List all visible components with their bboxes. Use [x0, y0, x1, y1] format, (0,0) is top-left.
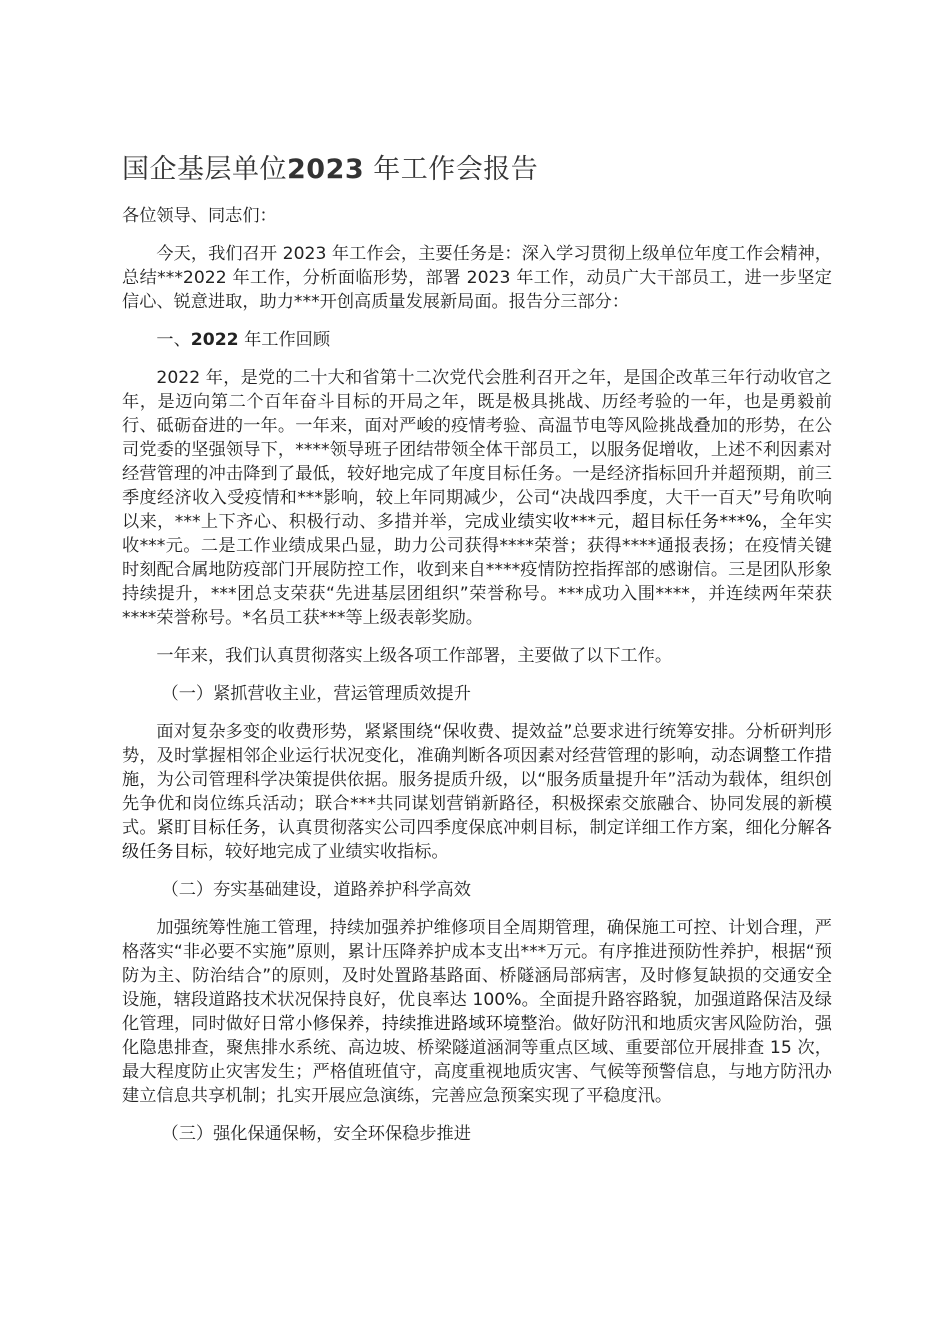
- maintenance-text-a: 加强统筹性施工管理，持续加强养护维修项目全周期管理，确保施工可控、计划合理，严格落实“非必要不实施”原则，累计压降养护成本支出***万元。有序推进预防性养护，根据“预防为主、防治结合”的原则，及时处置路基路面、桥隧涵局部病害，及时修复缺损的交通安全设施，辖段道路技术状况保持良好，优良率达 100%。全面提升路容路貌，加强道路保洁及绿化管理，同时做好: [122, 918, 832, 1034]
- maintenance-highlight: 日常小修保养，持续推进路域环境整治: [260, 1014, 555, 1034]
- title-year: 2023: [287, 154, 365, 185]
- maintenance-paragraph: [122, 916, 832, 1108]
- section-title: 年工作回顾: [244, 330, 331, 350]
- review-paragraph: [122, 366, 832, 630]
- revenue-highlight-b: 紧盯目标任务: [156, 818, 261, 838]
- revenue-highlight-c: 各级任务目标: [122, 818, 832, 862]
- review-text-part1: 2022 年，是党的二十大和省第十二次党代会胜利召开之年，是国企改革三年行动收官之年，是迈向第二个百年奋斗目标的开局之年，既是极具挑战、历经考验的一年，也是勇毅前行、砥砺奋进的一年。一年来，面对严峻的疫情考验、高温节电等风险挑战叠加的形势，在公司党委的坚强领导下，****领导班子团结带领全体干部员工，以服务促增收，上述不利因素对经营管理的冲击降到了最低，较好地完成了年度目标任务。一是经济指标回升并超预期，前三季度经济收入受疫情和***影响，较上年同期减少，公司“决战四季度，大干一百天”号角吹响以来，***上下齐心、积极行动、多措并举，: [122, 368, 832, 532]
- review-highlight: 完成业绩实收***元，超目标任务***%，: [464, 512, 780, 532]
- title-suffix: 年工作会报告: [373, 154, 539, 185]
- sub-heading-maintenance: （二）夯实基础建设，道路养护科学高效: [161, 880, 471, 900]
- review-text-part2: 全年实收***元。二是工作业绩成果凸显，助力公司获得****荣誉；获得****通报表扬；在疫情关键时刻配合属地防疫部门开展防控工作，收到来自****疫情防控指挥部的感谢信。三是团队形象持续提升，***团总支荣获“先进基层团组织”荣誉称号。***成功入围****，并连续两年荣获****荣誉称号。*名员工获***等上级表彰奖励。: [122, 512, 832, 628]
- revenue-text-d: ，较好地完成了业绩实收指标。: [207, 842, 449, 862]
- salutation: 各位领导、同志们：: [122, 206, 277, 226]
- document-title: [122, 150, 832, 190]
- revenue-text-b: ，为公司管理科学决策提供依据。服务提质升级，以“服务质量提升年”活动为载体，组织创先争优和岗位练兵活动；联合***共同谋划营销新路径，积极探索交旅融合、协同发展的新模式。: [122, 770, 832, 838]
- title-prefix: 国企基层单位: [122, 154, 287, 185]
- revenue-paragraph: [122, 720, 832, 864]
- revenue-text-a: 面对复杂多变的收费形势，紧紧围绕“保收费、提效益”总要求进行统筹安排。分析研判形势，及时掌握相邻企业运行状况变化，准确判断各项因素对经营管理的影响，: [122, 722, 832, 766]
- intro-paragraph: 今天，我们召开 2023 年工作会，主要任务是：深入学习贯彻上级单位年度工作会精神，总结***2022 年工作，分析面临形势，部署 2023 年工作，动员广大干部员工，进一步坚定信心、锐意进取，助力***开创高质量发展新局面。报告分三部分：: [122, 244, 832, 312]
- section-year: 2022: [190, 330, 239, 350]
- sub-heading-safety: （三）强化保通保畅，安全环保稳步推进: [161, 1124, 471, 1144]
- maintenance-text-b: 。做好防汛和地质灾害风险防治，强化隐患排查，聚焦排水系统、高边坡、桥梁隧道涵洞等重点区域、重要部位开展排查 15 次，最大程度防止灾害发生；严格值班值守，高度重视地质灾害、气候等预警信息，与地方防汛办建立信息共享机制；扎实开展应急演练，完善应急预案实现了平稳度汛。: [122, 1014, 832, 1106]
- summary-paragraph: 一年来，我们认真贯彻落实上级各项工作部署，主要做了以下工作。: [156, 646, 673, 666]
- section-heading-review: [122, 328, 832, 352]
- revenue-highlight-a: 动态调整工作措施: [122, 746, 832, 790]
- revenue-text-c: ，认真贯彻落实公司四季度保底冲刺目标，制定详细工作方案，细化分解: [260, 818, 815, 838]
- section-number: 一、: [156, 330, 191, 350]
- sub-heading-revenue: （一）紧抓营收主业，营运管理质效提升: [161, 684, 471, 704]
